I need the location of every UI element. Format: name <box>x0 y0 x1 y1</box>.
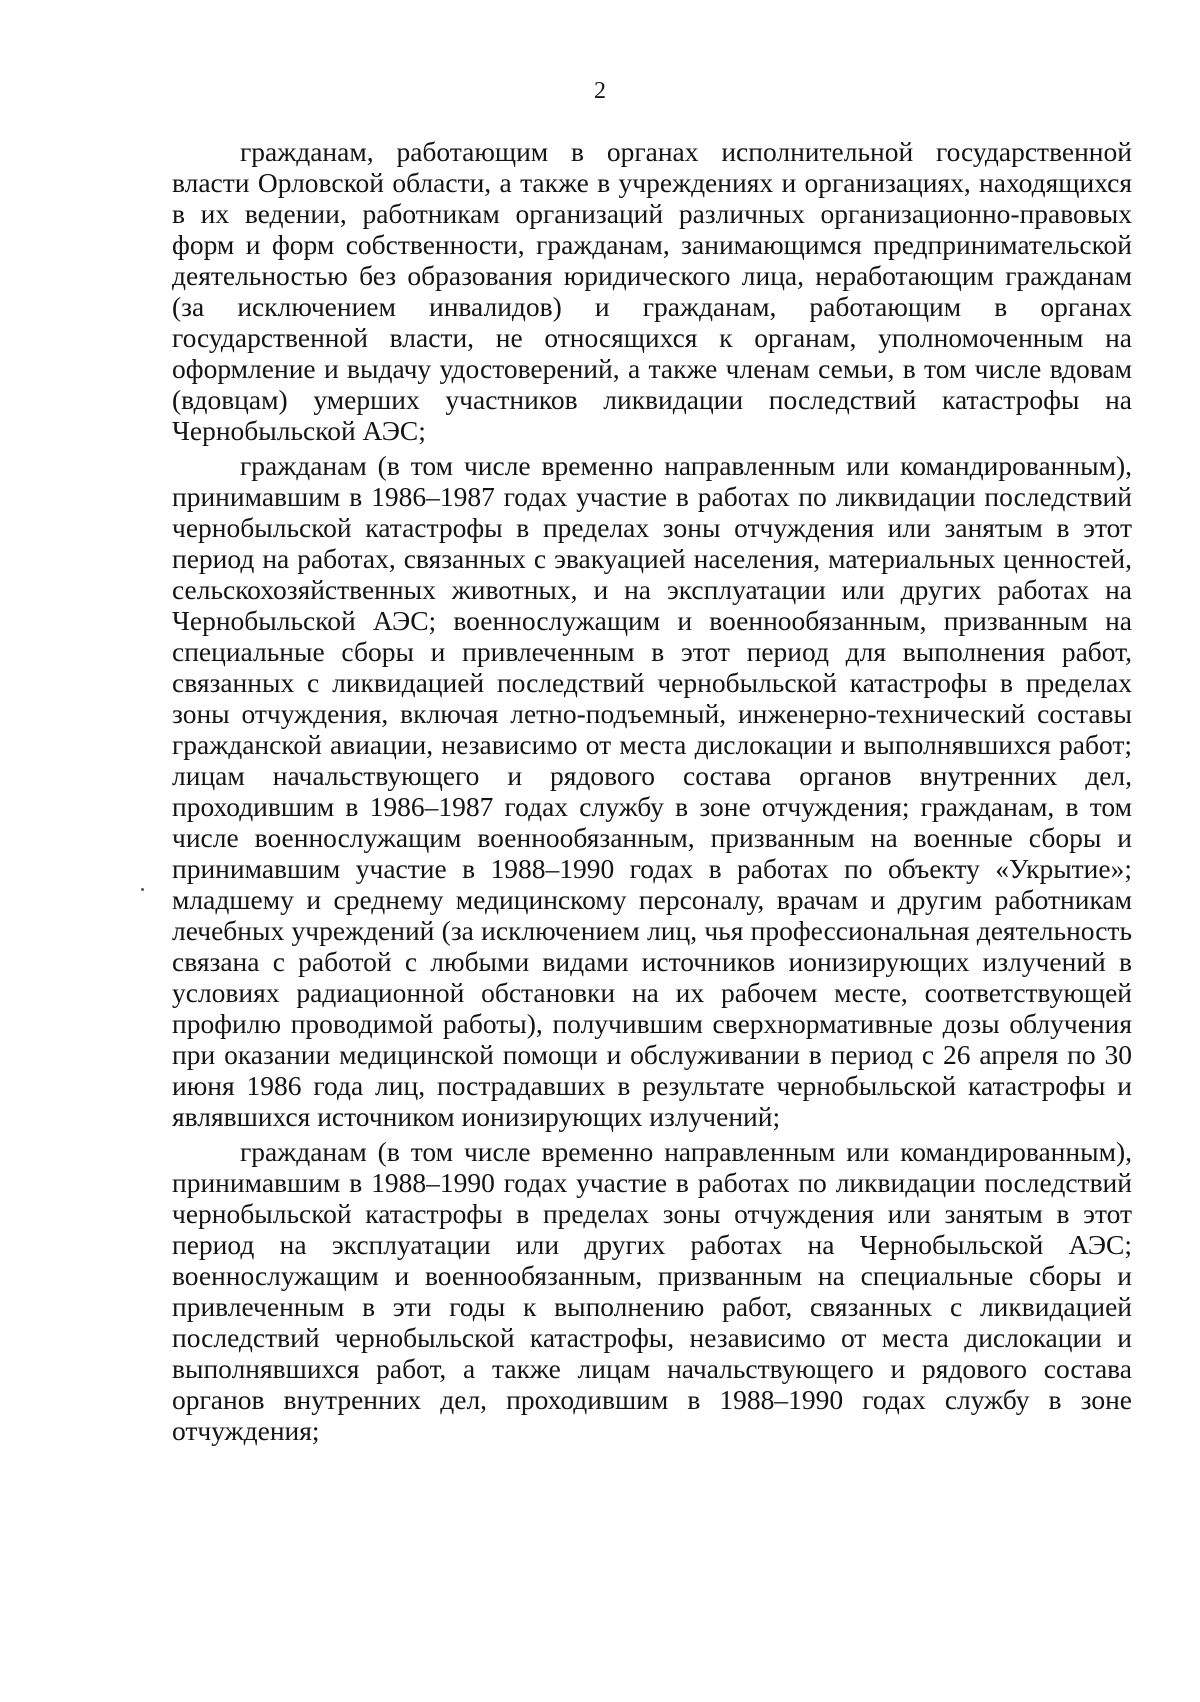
document-body <box>172 136 1132 1450</box>
page-number: 2 <box>594 78 606 104</box>
paragraph-2: гражданам (в том числе временно направленным или командированным), принимавшим в 1986–1987 годах участие в работах по ликвидации последствий чернобыльской катастрофы в пределах зоны отчуждения или занятым в этот период на работах, связанных с эвакуацией населения, материальных ценностей, сельскохозяйственных животных, и на эксплуатации или других работах на Чернобыльской АЭС; военнослужащим и военнообязанным, призванным на специальные сборы и привлеченным в этот период для выполнения работ, связанных с ликвидацией последствий чернобыльской катастрофы в пределах зоны отчуждения, включая летно-подъемный, инженерно-технический составы гражданской авиации, независимо от места дислокации и выполнявшихся работ; лицам начальствующего и рядового состава органов внутренних дел, проходившим в 1986–1987 годах службу в зоне отчуждения; гражданам, в том числе военнослужащим военнообязанным, призванным на военные сборы и принимавшим участие в 1988–1990 годах в работах по объекту «Укрытие»; младшему и среднему медицинскому персоналу, врачам и другим работникам лечебных учреждений (за исключением лиц, чья профессиональная деятельность связана с работой с любыми видами источников ионизирующих излучений в условиях радиационной обстановки на их рабочем месте, соответствующей профилю проводимой работы), получившим сверхнормативные дозы облучения при оказании медицинской помощи и обслуживании в период с 26 апреля по 30 июня 1986 года лиц, пострадавших в результате чернобыльской катастрофы и являвшихся источником ионизирующих излучений; <box>172 450 1132 1132</box>
paragraph-1: гражданам, работающим в органах исполнительной государственной власти Орловской области, а также в учреждениях и организациях, находящихся в их ведении, работникам организаций различных организационно-правовых форм и форм собственности, гражданам, занимающимся предпринимательской деятельностью без образования юридического лица, неработающим гражданам (за исключением инвалидов) и гражданам, работающим в органах государственной власти, не относящихся к органам, уполномоченным на оформление и выдачу удостоверений, а также членам семьи, в том числе вдовам (вдовцам) умерших участников ликвидации последствий катастрофы на Чернобыльской АЭС; <box>172 136 1132 446</box>
scan-speck <box>141 888 144 891</box>
paragraph-3: гражданам (в том числе временно направленным или командированным), принимавшим в 1988–1990 годах участие в работах по ликвидации последствий чернобыльской катастрофы в пределах зоны отчуждения или занятым в этот период на эксплуатации или других работах на Чернобыльской АЭС; военнослужащим и военнообязанным, призванным на специальные сборы и привлеченным в эти годы к выполнению работ, связанных с ликвидацией последствий чернобыльской катастрофы, независимо от места дислокации и выполнявшихся работ, а также лицам начальствующего и рядового состава органов внутренних дел, проходившим в 1988–1990 годах службу в зоне отчуждения; <box>172 1136 1132 1446</box>
